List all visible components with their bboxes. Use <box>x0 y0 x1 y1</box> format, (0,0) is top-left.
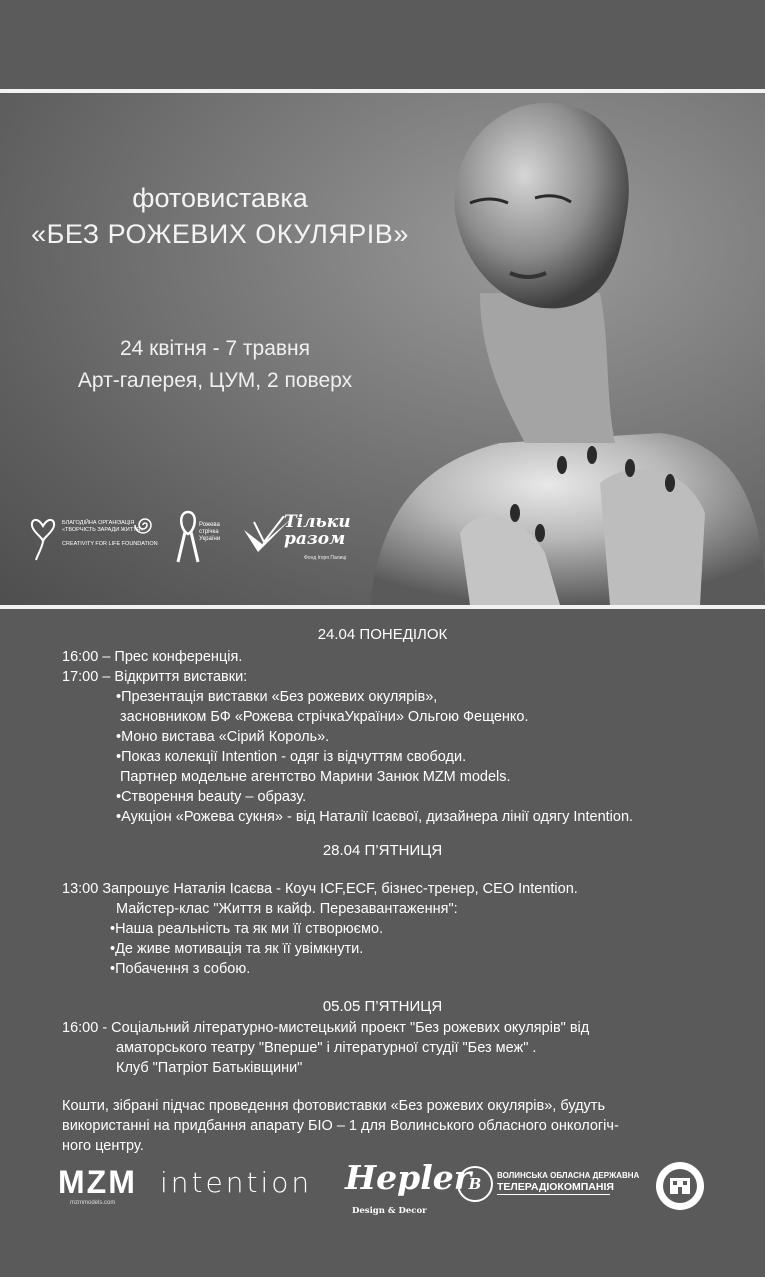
tv-company-mark: В <box>457 1166 493 1202</box>
schedule-line: Партнер модельне агентство Марини Занюк MZM models. <box>120 769 511 785</box>
foundation-name-en: CREATIVITY FOR LIFE FOUNDATION <box>62 541 158 547</box>
intention-logo: intention <box>160 1166 313 1199</box>
hero-banner <box>0 93 765 605</box>
heart-flower-icon <box>28 512 58 562</box>
ribbon-icon <box>176 508 200 566</box>
tv-company-line2: ТЕЛЕРАДІОКОМПАНІЯ <box>497 1181 614 1193</box>
only-together-logo <box>244 512 369 570</box>
schedule-line: 13:00 Запрошує Наталія Ісаєва - Коуч ICF,ECF, бізнес-тренер, CEO Intention. <box>62 881 578 897</box>
schedule-line: аматорського театру "Вперше" і літературної студії "Без меж" . <box>116 1040 537 1056</box>
ribbon-line2: стрічка <box>199 529 219 535</box>
schedule-line: •Створення beauty – образу. <box>116 789 307 805</box>
foundation-name-line1: БЛАГОДІЙНА ОРГАНІЗАЦІЯ <box>62 520 135 526</box>
schedule-line: 17:00 – Відкриття виставки: <box>62 669 248 685</box>
together-line1: Тільки <box>284 512 351 532</box>
ribbon-line3: України <box>199 536 221 542</box>
schedule-line: •Де живе мотивація та як її увімкнути. <box>110 941 364 957</box>
spiral-icon <box>134 514 156 536</box>
pink-ribbon-logo <box>176 508 236 568</box>
schedule-line: •Наша реальність та як ми її створюємо. <box>110 921 384 937</box>
day3-heading: 05.05 П’ЯТНИЦЯ <box>322 998 443 1015</box>
partner-logos <box>28 508 373 568</box>
hepler-logo: Hepler <box>345 1158 472 1197</box>
schedule-line: •Аукціон «Рожева сукня» - від Наталії Ісаєвої, дизайнера лінії одягу Intention. <box>116 809 634 825</box>
foundation-name-line2: «ТВОРЧІСТЬ ЗАРАДИ ЖИТТЯ» <box>62 527 144 533</box>
mzm-logo: MZM <box>58 1164 137 1200</box>
together-line2: разом <box>284 529 346 549</box>
schedule-line: засновником БФ «Рожева стрічкаУкраїни» Ольгою Фещенко. <box>120 709 529 725</box>
exhibition-venue: Арт-галерея, ЦУМ, 2 поверх <box>77 369 353 392</box>
mzm-site: mzmmodels.com <box>70 1200 116 1206</box>
event-program <box>0 609 765 1169</box>
schedule-line: •Моно вистава «Сірий Король». <box>116 729 330 745</box>
schedule-line: •Побачення з собою. <box>110 961 251 977</box>
tv-company-underline <box>497 1194 610 1195</box>
portrait-photo <box>360 93 765 605</box>
sponsor-logos <box>0 1158 765 1220</box>
day2-heading: 28.04 П’ЯТНИЦЯ <box>322 842 443 859</box>
together-foundation-name: Фонд Ігоря Палиці <box>304 555 347 561</box>
ribbon-line1: Рожева <box>199 522 220 528</box>
schedule-line: Клуб "Патріот Батьківщини" <box>116 1060 303 1076</box>
tv-company-line1: ВОЛИНСЬКА ОБЛАСНА ДЕРЖАВНА <box>497 1171 640 1180</box>
exhibition-dates: 24 квітня - 7 травня <box>119 337 311 360</box>
hepler-tagline: Design & Decor <box>352 1206 427 1216</box>
schedule-line: •Презентація виставки «Без рожевих окулярів», <box>116 689 438 705</box>
top-band <box>0 0 765 90</box>
oncology-center-emblem-icon <box>654 1160 706 1212</box>
fundraising-note: використанні на придбання апарату БІО – 1 для Волинського обласного онкологіч- <box>62 1118 619 1134</box>
schedule-line: •Показ колекції Intention - одяг із відчуттям свободи. <box>116 749 467 765</box>
fundraising-note: Кошти, зібрані підчас проведення фотовиставки «Без рожевих окулярів», будуть <box>62 1098 606 1114</box>
schedule-line: Майстер-клас "Життя в кайф. Перезавантаження": <box>116 901 458 917</box>
creativity-foundation-logo <box>28 512 158 562</box>
schedule-line: 16:00 - Соціальний літературно-мистецький проект "Без рожевих окулярів" від <box>62 1020 590 1036</box>
day1-heading: 24.04 ПОНЕДІЛОК <box>317 626 448 643</box>
exhibition-label: фотовиставка <box>132 183 308 213</box>
exhibition-title: «БЕЗ РОЖЕВИХ ОКУЛЯРІВ» <box>31 219 409 249</box>
schedule-line: 16:00 – Прес конференція. <box>62 649 243 665</box>
fundraising-note: ного центру. <box>62 1138 144 1154</box>
